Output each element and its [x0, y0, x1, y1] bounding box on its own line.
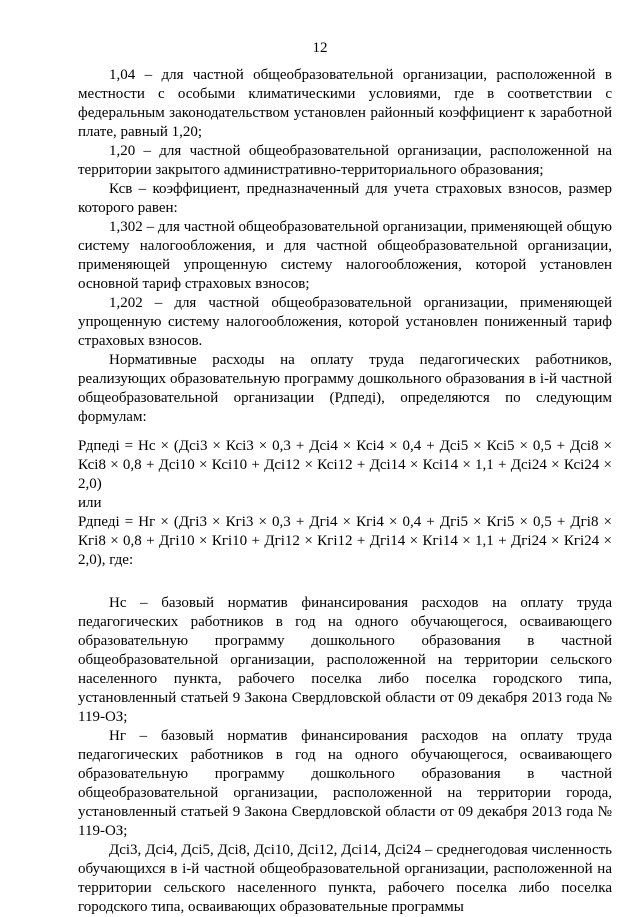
definition-ds: Дсi3, Дсi4, Дсi5, Дсi8, Дсi10, Дсi12, Дсi14, Дсi24 – среднегодовая численность обучающихся в i-й частной общеобразовательной организации, расположенной на территории сельского населенного пункта, рабочего поселка либо поселка городского типа, осваивающих образовательные программы: [78, 842, 612, 915]
document-body: [78, 66, 612, 917]
paragraph-coef-1202: 1,202 – для частной общеобразовательной организации, применяющей упрощенную систему налогообложения, которой установлен пониженный тариф страховых взносов.: [78, 295, 612, 349]
paragraph-coef-1302: 1,302 – для частной общеобразовательной организации, применяющей общую систему налогообложения, и для частной общеобразовательной организации, применяющей упрощенную систему налогообложения, которой установлен основной тариф страховых взносов;: [78, 219, 612, 292]
definition-ng: Нг – базовый норматив финансирования расходов на оплату труда педагогических работников в год на одного обучающегося, осваивающего образовательную программу дошкольного образования в частной общеобразовательной организации, расположенной на территории города, установленный статьей 9 Закона Свердловской области от 09 декабря 2013 года № 119-ОЗ;: [78, 728, 612, 839]
formula-urban: Рдпедi = Нг × (Дгi3 × Кгi3 × 0,3 + Дгi4 × Кгi4 × 0,4 + Дгi5 × Кгi5 × 0,5 + Дгi8 × Кгi8 × 0,8 + Дгi10 × Кгi10 + Дгi12 × Кгi12 + Дгi14 × Кгi14 × 1,1 + Дгi24 × Кгi24 × 2,0), где:: [78, 514, 612, 568]
formula-rural: Рдпедi = Нс × (Дсi3 × Ксi3 × 0,3 + Дсi4 × Ксi4 × 0,4 + Дсi5 × Ксi5 × 0,5 + Дсi8 × Ксi8 × 0,8 + Дсi10 × Ксi10 + Дсi12 × Ксi12 + Дсi14 × Ксi14 × 1,1 + Дсi24 × Ксi24 × 2,0): [78, 438, 612, 492]
paragraph-coef-120: 1,20 – для частной общеобразовательной организации, расположенной на территории закрытого административно-территориального образования;: [78, 143, 612, 178]
paragraph-ksv-definition: Ксв – коэффициент, предназначенный для учета страховых взносов, размер которого равен:: [78, 181, 612, 216]
paragraph-normative-expenses: Нормативные расходы на оплату труда педагогических работников, реализующих образовательную программу дошкольного образования в i-й частной общеобразовательной организации (Рдпедi), определяются по следующим формулам:: [78, 352, 612, 425]
paragraph-coef-104: 1,04 – для частной общеобразовательной организации, расположенной в местности с особыми климатическими условиями, где в соответствии с федеральным законодательством установлен районный коэффициент к заработной плате, равный 1,20;: [78, 67, 612, 140]
definition-nс: Нс – базовый норматив финансирования расходов на оплату труда педагогических работников в год на одного обучающегося, осваивающего образовательную программу дошкольного образования в частной общеобразовательной организации, расположенной на территории сельского населенного пункта, рабочего поселка либо поселка городского типа, установленный статьей 9 Закона Свердловской области от 09 декабря 2013 года № 119-ОЗ;: [78, 595, 612, 725]
formula-separator-or: или: [78, 495, 102, 511]
page-number: 12: [312, 40, 328, 56]
